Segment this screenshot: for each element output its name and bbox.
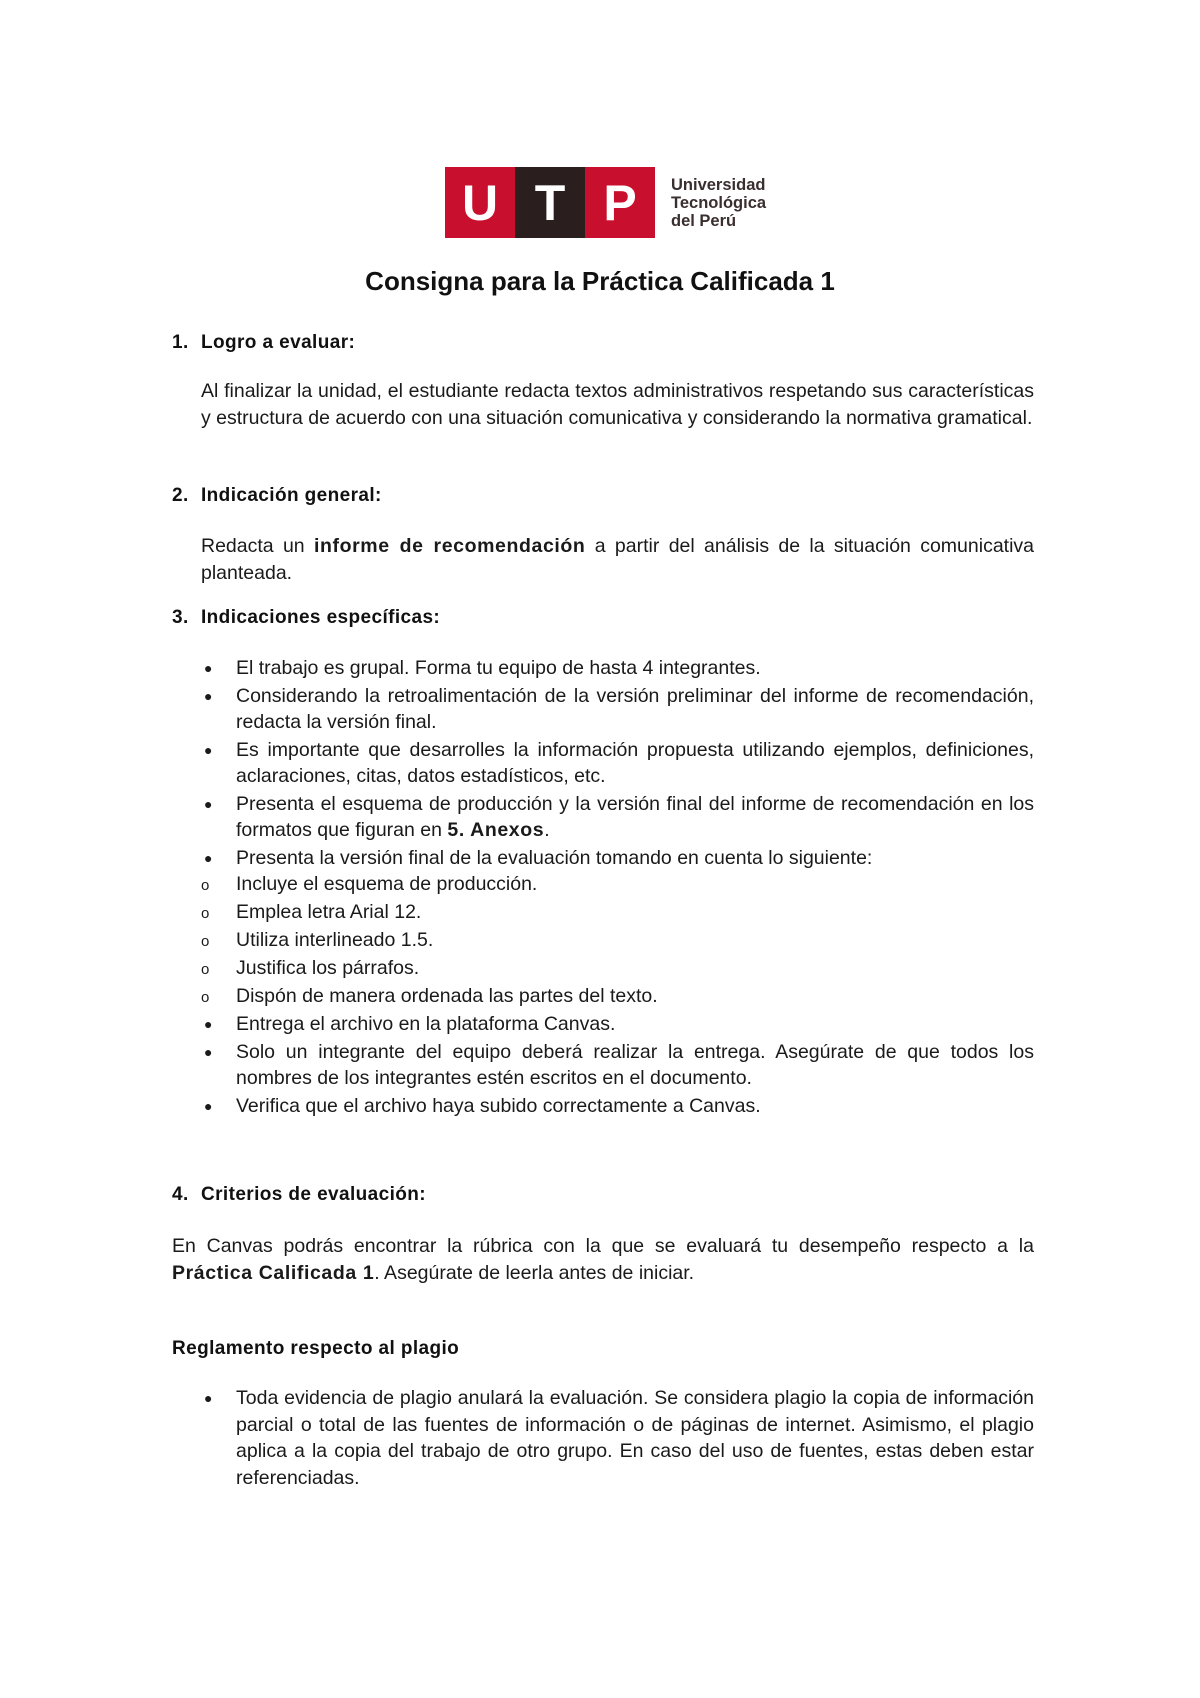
sub-list-item (156, 983, 1034, 1010)
document-title: Consigna para la Práctica Calificada 1 (365, 266, 835, 296)
bullet-icon: ● (204, 687, 213, 704)
format-sublist (201, 871, 1034, 1010)
bullet-icon: ● (204, 1097, 213, 1114)
section-1-heading (172, 332, 355, 354)
section-4-text-after: . Asegúrate de leerla antes de iniciar. (374, 1261, 695, 1284)
section-3-heading (172, 607, 440, 629)
list-item-text: Entrega el archivo en la plataforma Canvas. (236, 1013, 616, 1035)
sub-bullet-icon: o (201, 905, 210, 922)
list-item (204, 737, 1034, 790)
section-3-list (201, 655, 1034, 1120)
section-1-number: 1. (172, 332, 189, 353)
bullet-icon: ● (204, 795, 213, 812)
sub-list-item-text: Incluye el esquema de producción. (236, 873, 538, 895)
sub-list-item-text: Dispón de manera ordenada las partes del texto. (236, 985, 658, 1007)
sub-list-item (156, 955, 1034, 982)
logo-name-line-2: Tecnológica (671, 193, 767, 212)
logo-name-line-1: Universidad (671, 175, 766, 194)
section-4-title: Criterios de evaluación: (201, 1184, 427, 1205)
sub-bullet-icon: o (201, 877, 210, 894)
sub-list-item-text: Emplea letra Arial 12. (236, 901, 422, 923)
list-item-text: El trabajo es grupal. Forma tu equipo de hasta 4 integrantes. (236, 657, 761, 679)
list-item (204, 791, 1034, 844)
plagiarism-list (204, 1385, 1034, 1492)
logo-university-name (671, 176, 766, 230)
bullet-icon: ● (204, 660, 213, 676)
bullet-icon: ● (204, 1043, 213, 1060)
section-3-number: 3. (172, 607, 189, 628)
logo-letter-t: T (515, 167, 585, 238)
section-2-heading (172, 485, 382, 507)
utp-logo (445, 167, 766, 238)
logo-letter-p: P (585, 167, 655, 238)
list-item-text: Solo un integrante del equipo deberá realizar la entrega. Asegúrate de que todos los nombres de los integrantes estén escritos en el documento. (236, 1040, 1034, 1089)
sub-list-item-text: Justifica los párrafos. (236, 957, 420, 979)
section-4-bold: Práctica Calificada 1 (172, 1261, 375, 1284)
list-item (204, 1385, 1034, 1491)
list-item-text: Presenta el esquema de producción y la versión final del informe de recomendación en los formatos que figuran en (236, 792, 1034, 841)
bullet-icon: ● (204, 1390, 213, 1406)
plagiarism-heading: Reglamento respecto al plagio (172, 1338, 460, 1359)
list-item (204, 1011, 1034, 1038)
sub-list-item (156, 927, 1034, 954)
section-3-title: Indicaciones específicas: (201, 607, 441, 628)
bullet-icon: ● (204, 1016, 213, 1032)
sub-list-item (156, 871, 1034, 898)
annex-reference: 5. Anexos (447, 819, 545, 841)
list-item (204, 1039, 1034, 1092)
section-4-text (172, 1233, 1034, 1286)
list-item (201, 845, 1034, 1010)
section-2-title: Indicación general: (201, 485, 382, 506)
section-2-text (201, 533, 1034, 586)
section-4-number: 4. (172, 1184, 189, 1205)
list-item-text: Es importante que desarrolles la información propuesta utilizando ejemplos, definiciones, aclaraciones, citas, datos estadísticos, etc. (236, 738, 1034, 787)
section-4-heading (172, 1184, 426, 1206)
bullet-icon: ● (204, 849, 213, 866)
section-1-title: Logro a evaluar: (201, 332, 356, 353)
sub-list-item (156, 899, 1034, 926)
list-item-text-end: . (544, 819, 550, 841)
bullet-icon: ● (204, 741, 213, 758)
list-item (204, 1093, 1034, 1120)
sub-bullet-icon: o (201, 933, 210, 950)
sub-bullet-icon: o (201, 961, 210, 978)
list-item-text: Toda evidencia de plagio anulará la evaluación. Se considera plagio la copia de información parcial o total de las fuentes de información o de páginas de internet. Asimismo, el plagio aplica a la copia del trabajo de otro grupo. En caso del uso de fuentes, estas deben estar referenciadas. (236, 1387, 1034, 1489)
sub-list-item-text: Utiliza interlineado 1.5. (236, 929, 434, 951)
section-1-text: Al finalizar la unidad, el estudiante redacta textos administrativos respetando sus características y estructura de acuerdo con una situación comunicativa y considerando la normativa gramatical. (201, 380, 1034, 429)
section-2-bold: informe de recomendación (313, 535, 586, 557)
section-2-number: 2. (172, 485, 189, 506)
list-item-text: Presenta la versión final de la evaluación tomando en cuenta lo siguiente: (236, 846, 873, 869)
list-item-text: Considerando la retroalimentación de la versión preliminar del informe de recomendación, redacta la versión final. (236, 684, 1034, 733)
sub-bullet-icon: o (201, 989, 210, 1006)
section-2-text-before: Redacta un (201, 535, 314, 557)
list-item (204, 655, 1034, 682)
logo-letter-u: U (445, 167, 515, 238)
section-2-text-after: a partir del análisis de la situación comunicativa planteada. (201, 535, 1035, 584)
logo-name-line-3: del Perú (671, 211, 737, 230)
list-item-text: Verifica que el archivo haya subido correctamente a Canvas. (236, 1094, 761, 1117)
list-item (204, 683, 1034, 736)
section-4-text-before: En Canvas podrás encontrar la rúbrica con la que se evaluará tu desempeño respecto a la (172, 1235, 1034, 1257)
